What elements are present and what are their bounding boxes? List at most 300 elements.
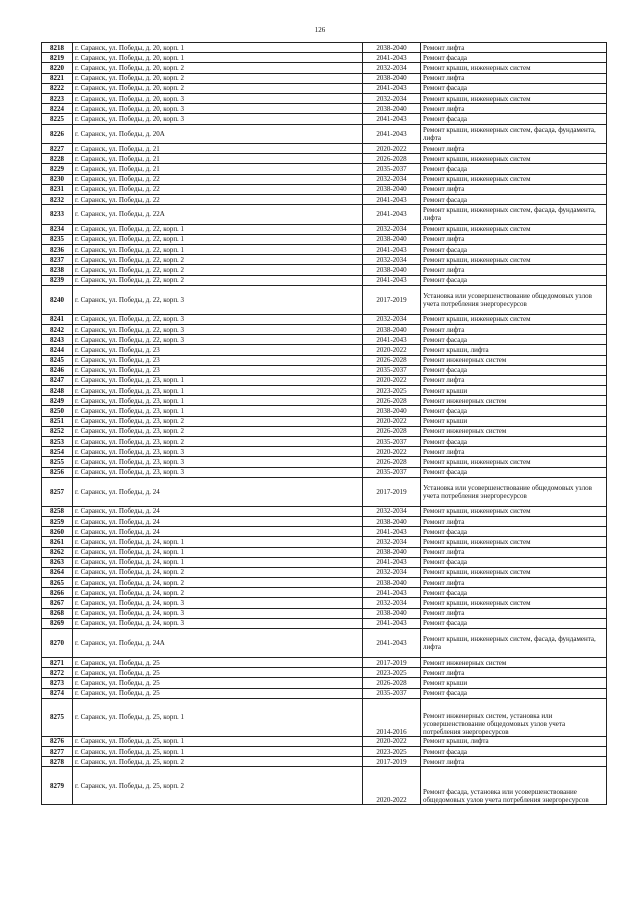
address-cell: г. Саранск, ул. Победы, д. 24, корп. 2	[73, 578, 363, 588]
address-cell: г. Саранск, ул. Победы, д. 22, корп. 2	[73, 265, 363, 275]
table-row	[42, 477, 607, 506]
address-cell: г. Саранск, ул. Победы, д. 23, корп. 2	[73, 426, 363, 436]
address-cell: г. Саранск, ул. Победы, д. 24, корп. 1	[73, 547, 363, 557]
table-row	[42, 164, 607, 174]
row-number-cell: 8238	[42, 265, 73, 275]
row-number-cell: 8237	[42, 255, 73, 265]
work-type-cell: Ремонт фасада	[421, 164, 607, 174]
work-type-cell: Ремонт крыши, лифта	[421, 736, 607, 746]
work-type-cell: Ремонт лифта	[421, 668, 607, 678]
work-type-cell: Ремонт лифта	[421, 547, 607, 557]
work-type-cell: Ремонт лифта	[421, 757, 607, 767]
period-cell: 2035-2037	[363, 688, 421, 698]
address-cell: г. Саранск, ул. Победы, д. 22, корп. 2	[73, 255, 363, 265]
address-cell: г. Саранск, ул. Победы, д. 24	[73, 527, 363, 537]
address-cell: г. Саранск, ул. Победы, д. 22, корп. 1	[73, 245, 363, 255]
row-number-cell: 8258	[42, 506, 73, 516]
table-row	[42, 618, 607, 628]
table-row	[42, 154, 607, 164]
row-number-cell: 8261	[42, 537, 73, 547]
address-cell: г. Саранск, ул. Победы, д. 20, корп. 1	[73, 43, 363, 53]
table-row	[42, 668, 607, 678]
work-type-cell: Ремонт фасада	[421, 437, 607, 447]
period-cell: 2041-2043	[363, 588, 421, 598]
table-row	[42, 234, 607, 244]
work-type-cell: Ремонт лифта	[421, 265, 607, 275]
work-type-cell: Ремонт фасада	[421, 275, 607, 285]
work-type-cell: Ремонт лифта	[421, 516, 607, 526]
table-row	[42, 527, 607, 537]
address-cell: г. Саранск, ул. Победы, д. 24, корп. 1	[73, 557, 363, 567]
row-number-cell: 8262	[42, 547, 73, 557]
table-row	[42, 736, 607, 746]
work-type-cell: Ремонт крыши, лифта	[421, 345, 607, 355]
address-cell: г. Саранск, ул. Победы, д. 24, корп. 3	[73, 598, 363, 608]
row-number-cell: 8224	[42, 104, 73, 114]
work-type-cell: Ремонт крыши	[421, 678, 607, 688]
period-cell: 2041-2043	[363, 629, 421, 658]
address-cell: г. Саранск, ул. Победы, д. 24А	[73, 629, 363, 658]
table-row	[42, 688, 607, 698]
table-row	[42, 73, 607, 83]
address-cell: г. Саранск, ул. Победы, д. 24, корп. 2	[73, 588, 363, 598]
period-cell: 2032-2034	[363, 314, 421, 324]
address-cell: г. Саранск, ул. Победы, д. 21	[73, 144, 363, 154]
address-cell: г. Саранск, ул. Победы, д. 20, корп. 2	[73, 63, 363, 73]
table-row	[42, 144, 607, 154]
work-type-cell: Ремонт крыши, инженерных систем	[421, 567, 607, 577]
table-row	[42, 194, 607, 204]
work-type-cell: Ремонт крыши	[421, 416, 607, 426]
work-type-cell: Ремонт лифта	[421, 375, 607, 385]
period-cell: 2032-2034	[363, 224, 421, 234]
period-cell: 2032-2034	[363, 93, 421, 103]
address-cell: г. Саранск, ул. Победы, д. 22, корп. 3	[73, 285, 363, 314]
work-type-cell: Ремонт лифта	[421, 43, 607, 53]
period-cell: 2041-2043	[363, 275, 421, 285]
table-row	[42, 104, 607, 114]
work-type-cell: Ремонт фасада	[421, 194, 607, 204]
table-row	[42, 447, 607, 457]
address-cell: г. Саранск, ул. Победы, д. 20А	[73, 124, 363, 144]
address-cell: г. Саранск, ул. Победы, д. 25	[73, 678, 363, 688]
address-cell: г. Саранск, ул. Победы, д. 24, корп. 3	[73, 618, 363, 628]
table-row	[42, 698, 607, 736]
work-type-cell: Ремонт крыши, инженерных систем, фасада, фундамента, лифта	[421, 205, 607, 225]
table-row	[42, 588, 607, 598]
row-number-cell: 8277	[42, 746, 73, 756]
row-number-cell: 8269	[42, 618, 73, 628]
work-type-cell: Ремонт фасада	[421, 365, 607, 375]
row-number-cell: 8219	[42, 53, 73, 63]
table-row	[42, 767, 607, 805]
repair-schedule-table	[41, 42, 607, 805]
address-cell: г. Саранск, ул. Победы, д. 23, корп. 1	[73, 406, 363, 416]
address-cell: г. Саранск, ул. Победы, д. 25, корп. 1	[73, 698, 363, 736]
address-cell: г. Саранск, ул. Победы, д. 25	[73, 688, 363, 698]
work-type-cell: Ремонт фасада	[421, 467, 607, 477]
address-cell: г. Саранск, ул. Победы, д. 22	[73, 194, 363, 204]
table-row	[42, 757, 607, 767]
period-cell: 2038-2040	[363, 43, 421, 53]
work-type-cell: Установка или усовершенствование общедомовых узлов учета потребления энергоресурсов	[421, 285, 607, 314]
row-number-cell: 8220	[42, 63, 73, 73]
row-number-cell: 8249	[42, 396, 73, 406]
period-cell: 2038-2040	[363, 608, 421, 618]
table-body	[42, 43, 607, 805]
table-row	[42, 114, 607, 124]
table-row	[42, 335, 607, 345]
period-cell: 2023-2025	[363, 668, 421, 678]
period-cell: 2020-2022	[363, 767, 421, 805]
address-cell: г. Саранск, ул. Победы, д. 23, корп. 1	[73, 375, 363, 385]
table-row	[42, 578, 607, 588]
table-row	[42, 314, 607, 324]
address-cell: г. Саранск, ул. Победы, д. 25, корп. 1	[73, 746, 363, 756]
work-type-cell: Ремонт лифта	[421, 73, 607, 83]
work-type-cell: Ремонт фасада	[421, 557, 607, 567]
address-cell: г. Саранск, ул. Победы, д. 24	[73, 516, 363, 526]
table-row	[42, 63, 607, 73]
address-cell: г. Саранск, ул. Победы, д. 23, корп. 1	[73, 396, 363, 406]
row-number-cell: 8274	[42, 688, 73, 698]
work-type-cell: Ремонт фасада	[421, 527, 607, 537]
row-number-cell: 8230	[42, 174, 73, 184]
table-row	[42, 598, 607, 608]
period-cell: 2017-2019	[363, 658, 421, 668]
row-number-cell: 8266	[42, 588, 73, 598]
table-row	[42, 205, 607, 225]
work-type-cell: Ремонт крыши, инженерных систем	[421, 154, 607, 164]
row-number-cell: 8240	[42, 285, 73, 314]
address-cell: г. Саранск, ул. Победы, д. 22, корп. 2	[73, 275, 363, 285]
row-number-cell: 8272	[42, 668, 73, 678]
table-row	[42, 255, 607, 265]
period-cell: 2023-2025	[363, 746, 421, 756]
work-type-cell: Ремонт инженерных систем	[421, 658, 607, 668]
row-number-cell: 8245	[42, 355, 73, 365]
period-cell: 2038-2040	[363, 547, 421, 557]
page-number: 126	[314, 26, 326, 34]
period-cell: 2038-2040	[363, 516, 421, 526]
row-number-cell: 8223	[42, 93, 73, 103]
work-type-cell: Ремонт фасада	[421, 83, 607, 93]
row-number-cell: 8239	[42, 275, 73, 285]
row-number-cell: 8270	[42, 629, 73, 658]
row-number-cell: 8276	[42, 736, 73, 746]
row-number-cell: 8232	[42, 194, 73, 204]
table-row	[42, 184, 607, 194]
work-type-cell: Ремонт крыши, инженерных систем	[421, 93, 607, 103]
row-number-cell: 8271	[42, 658, 73, 668]
row-number-cell: 8235	[42, 234, 73, 244]
address-cell: г. Саранск, ул. Победы, д. 20, корп. 1	[73, 53, 363, 63]
row-number-cell: 8254	[42, 447, 73, 457]
work-type-cell: Ремонт фасада, установка или усовершенствование общедомовых узлов учета потребления энергоресурсов	[421, 767, 607, 805]
table-row	[42, 567, 607, 577]
period-cell: 2032-2034	[363, 598, 421, 608]
address-cell: г. Саранск, ул. Победы, д. 23, корп. 3	[73, 447, 363, 457]
table-row	[42, 375, 607, 385]
period-cell: 2023-2025	[363, 386, 421, 396]
period-cell: 2020-2022	[363, 416, 421, 426]
period-cell: 2041-2043	[363, 205, 421, 225]
period-cell: 2020-2022	[363, 736, 421, 746]
table-row	[42, 224, 607, 234]
table-row	[42, 355, 607, 365]
row-number-cell: 8228	[42, 154, 73, 164]
period-cell: 2035-2037	[363, 467, 421, 477]
row-number-cell: 8229	[42, 164, 73, 174]
work-type-cell: Ремонт крыши, инженерных систем	[421, 63, 607, 73]
period-cell: 2026-2028	[363, 678, 421, 688]
table-row	[42, 124, 607, 144]
period-cell: 2038-2040	[363, 324, 421, 334]
row-number-cell: 8225	[42, 114, 73, 124]
table-row	[42, 386, 607, 396]
period-cell: 2032-2034	[363, 63, 421, 73]
work-type-cell: Ремонт инженерных систем, установка или усовершенствование общедомовых узлов учета потребления энергоресурсов	[421, 698, 607, 736]
row-number-cell: 8247	[42, 375, 73, 385]
table-row	[42, 324, 607, 334]
table-row	[42, 467, 607, 477]
work-type-cell: Ремонт крыши, инженерных систем	[421, 537, 607, 547]
table-row	[42, 174, 607, 184]
work-type-cell: Ремонт крыши, инженерных систем	[421, 314, 607, 324]
row-number-cell: 8259	[42, 516, 73, 526]
work-type-cell: Ремонт фасада	[421, 335, 607, 345]
address-cell: г. Саранск, ул. Победы, д. 23	[73, 355, 363, 365]
period-cell: 2032-2034	[363, 567, 421, 577]
table-row	[42, 245, 607, 255]
row-number-cell: 8221	[42, 73, 73, 83]
row-number-cell: 8278	[42, 757, 73, 767]
row-number-cell: 8255	[42, 457, 73, 467]
row-number-cell: 8252	[42, 426, 73, 436]
work-type-cell: Ремонт фасада	[421, 746, 607, 756]
table-row	[42, 506, 607, 516]
work-type-cell: Ремонт фасада	[421, 53, 607, 63]
period-cell: 2035-2037	[363, 365, 421, 375]
work-type-cell: Ремонт лифта	[421, 144, 607, 154]
row-number-cell: 8256	[42, 467, 73, 477]
row-number-cell: 8244	[42, 345, 73, 355]
period-cell: 2038-2040	[363, 406, 421, 416]
work-type-cell: Ремонт фасада	[421, 588, 607, 598]
address-cell: г. Саранск, ул. Победы, д. 21	[73, 154, 363, 164]
table-row	[42, 547, 607, 557]
period-cell: 2017-2019	[363, 757, 421, 767]
work-type-cell: Ремонт фасада	[421, 688, 607, 698]
work-type-cell: Ремонт крыши, инженерных систем	[421, 506, 607, 516]
address-cell: г. Саранск, ул. Победы, д. 22	[73, 184, 363, 194]
period-cell: 2020-2022	[363, 144, 421, 154]
row-number-cell: 8243	[42, 335, 73, 345]
period-cell: 2026-2028	[363, 396, 421, 406]
period-cell: 2038-2040	[363, 104, 421, 114]
address-cell: г. Саранск, ул. Победы, д. 24	[73, 477, 363, 506]
row-number-cell: 8257	[42, 477, 73, 506]
address-cell: г. Саранск, ул. Победы, д. 20, корп. 2	[73, 83, 363, 93]
work-type-cell: Ремонт фасада	[421, 618, 607, 628]
work-type-cell: Ремонт крыши, инженерных систем	[421, 224, 607, 234]
row-number-cell: 8251	[42, 416, 73, 426]
row-number-cell: 8263	[42, 557, 73, 567]
address-cell: г. Саранск, ул. Победы, д. 25, корп. 2	[73, 757, 363, 767]
address-cell: г. Саранск, ул. Победы, д. 23, корп. 3	[73, 467, 363, 477]
address-cell: г. Саранск, ул. Победы, д. 23, корп. 1	[73, 386, 363, 396]
address-cell: г. Саранск, ул. Победы, д. 20, корп. 3	[73, 104, 363, 114]
address-cell: г. Саранск, ул. Победы, д. 24, корп. 1	[73, 537, 363, 547]
row-number-cell: 8234	[42, 224, 73, 234]
period-cell: 2017-2019	[363, 477, 421, 506]
period-cell: 2041-2043	[363, 335, 421, 345]
period-cell: 2032-2034	[363, 506, 421, 516]
address-cell: г. Саранск, ул. Победы, д. 22, корп. 1	[73, 234, 363, 244]
table-row	[42, 396, 607, 406]
table-row	[42, 416, 607, 426]
period-cell: 2041-2043	[363, 124, 421, 144]
period-cell: 2026-2028	[363, 355, 421, 365]
row-number-cell: 8260	[42, 527, 73, 537]
row-number-cell: 8275	[42, 698, 73, 736]
period-cell: 2026-2028	[363, 154, 421, 164]
address-cell: г. Саранск, ул. Победы, д. 23, корп. 2	[73, 416, 363, 426]
period-cell: 2017-2019	[363, 285, 421, 314]
row-number-cell: 8250	[42, 406, 73, 416]
address-cell: г. Саранск, ул. Победы, д. 25, корп. 1	[73, 736, 363, 746]
address-cell: г. Саранск, ул. Победы, д. 20, корп. 3	[73, 93, 363, 103]
period-cell: 2035-2037	[363, 164, 421, 174]
work-type-cell: Ремонт фасада	[421, 114, 607, 124]
work-type-cell: Ремонт инженерных систем	[421, 355, 607, 365]
address-cell: г. Саранск, ул. Победы, д. 23	[73, 365, 363, 375]
period-cell: 2032-2034	[363, 537, 421, 547]
table-row	[42, 608, 607, 618]
period-cell: 2038-2040	[363, 184, 421, 194]
table-row	[42, 537, 607, 547]
table-row	[42, 678, 607, 688]
row-number-cell: 8231	[42, 184, 73, 194]
address-cell: г. Саранск, ул. Победы, д. 23, корп. 2	[73, 437, 363, 447]
period-cell: 2020-2022	[363, 447, 421, 457]
period-cell: 2038-2040	[363, 234, 421, 244]
period-cell: 2026-2028	[363, 426, 421, 436]
table-row	[42, 658, 607, 668]
period-cell: 2041-2043	[363, 53, 421, 63]
row-number-cell: 8241	[42, 314, 73, 324]
period-cell: 2032-2034	[363, 255, 421, 265]
address-cell: г. Саранск, ул. Победы, д. 24	[73, 506, 363, 516]
table-row	[42, 457, 607, 467]
period-cell: 2041-2043	[363, 527, 421, 537]
row-number-cell: 8267	[42, 598, 73, 608]
table-row	[42, 275, 607, 285]
row-number-cell: 8264	[42, 567, 73, 577]
work-type-cell: Ремонт лифта	[421, 447, 607, 457]
work-type-cell: Ремонт инженерных систем	[421, 396, 607, 406]
period-cell: 2041-2043	[363, 245, 421, 255]
address-cell: г. Саранск, ул. Победы, д. 22А	[73, 205, 363, 225]
work-type-cell: Ремонт крыши, инженерных систем	[421, 457, 607, 467]
work-type-cell: Ремонт крыши, инженерных систем, фасада, фундамента, лифта	[421, 124, 607, 144]
address-cell: г. Саранск, ул. Победы, д. 25, корп. 2	[73, 767, 363, 805]
period-cell: 2038-2040	[363, 73, 421, 83]
work-type-cell: Установка или усовершенствование общедомовых узлов учета потребления энергоресурсов	[421, 477, 607, 506]
row-number-cell: 8236	[42, 245, 73, 255]
period-cell: 2038-2040	[363, 578, 421, 588]
address-cell: г. Саранск, ул. Победы, д. 22	[73, 174, 363, 184]
address-cell: г. Саранск, ул. Победы, д. 22, корп. 3	[73, 324, 363, 334]
row-number-cell: 8227	[42, 144, 73, 154]
table-row	[42, 516, 607, 526]
work-type-cell: Ремонт лифта	[421, 234, 607, 244]
table-row	[42, 746, 607, 756]
row-number-cell: 8226	[42, 124, 73, 144]
work-type-cell: Ремонт лифта	[421, 324, 607, 334]
work-type-cell: Ремонт лифта	[421, 104, 607, 114]
period-cell: 2035-2037	[363, 437, 421, 447]
table-row	[42, 265, 607, 275]
table-row	[42, 437, 607, 447]
row-number-cell: 8222	[42, 83, 73, 93]
work-type-cell: Ремонт инженерных систем	[421, 426, 607, 436]
table-row	[42, 53, 607, 63]
address-cell: г. Саранск, ул. Победы, д. 22, корп. 3	[73, 335, 363, 345]
work-type-cell: Ремонт лифта	[421, 578, 607, 588]
address-cell: г. Саранск, ул. Победы, д. 20, корп. 2	[73, 73, 363, 83]
table-row	[42, 406, 607, 416]
period-cell: 2041-2043	[363, 114, 421, 124]
table-row	[42, 629, 607, 658]
period-cell: 2041-2043	[363, 194, 421, 204]
work-type-cell: Ремонт крыши	[421, 386, 607, 396]
address-cell: г. Саранск, ул. Победы, д. 22, корп. 1	[73, 224, 363, 234]
period-cell: 2026-2028	[363, 457, 421, 467]
period-cell: 2014-2016	[363, 698, 421, 736]
table-row	[42, 43, 607, 53]
period-cell: 2041-2043	[363, 83, 421, 93]
period-cell: 2020-2022	[363, 345, 421, 355]
address-cell: г. Саранск, ул. Победы, д. 23	[73, 345, 363, 355]
work-type-cell: Ремонт лифта	[421, 184, 607, 194]
table-row	[42, 426, 607, 436]
work-type-cell: Ремонт фасада	[421, 406, 607, 416]
period-cell: 2041-2043	[363, 618, 421, 628]
row-number-cell: 8242	[42, 324, 73, 334]
work-type-cell: Ремонт крыши, инженерных систем	[421, 174, 607, 184]
period-cell: 2041-2043	[363, 557, 421, 567]
period-cell: 2032-2034	[363, 174, 421, 184]
table-row	[42, 83, 607, 93]
work-type-cell: Ремонт фасада	[421, 245, 607, 255]
address-cell: г. Саранск, ул. Победы, д. 21	[73, 164, 363, 174]
row-number-cell: 8218	[42, 43, 73, 53]
row-number-cell: 8265	[42, 578, 73, 588]
row-number-cell: 8268	[42, 608, 73, 618]
work-type-cell: Ремонт лифта	[421, 608, 607, 618]
period-cell: 2038-2040	[363, 265, 421, 275]
row-number-cell: 8253	[42, 437, 73, 447]
work-type-cell: Ремонт крыши, инженерных систем	[421, 598, 607, 608]
work-type-cell: Ремонт крыши, инженерных систем, фасада, фундамента, лифта	[421, 629, 607, 658]
row-number-cell: 8246	[42, 365, 73, 375]
table-row	[42, 365, 607, 375]
table-row	[42, 557, 607, 567]
address-cell: г. Саранск, ул. Победы, д. 23, корп. 3	[73, 457, 363, 467]
row-number-cell: 8233	[42, 205, 73, 225]
row-number-cell: 8273	[42, 678, 73, 688]
